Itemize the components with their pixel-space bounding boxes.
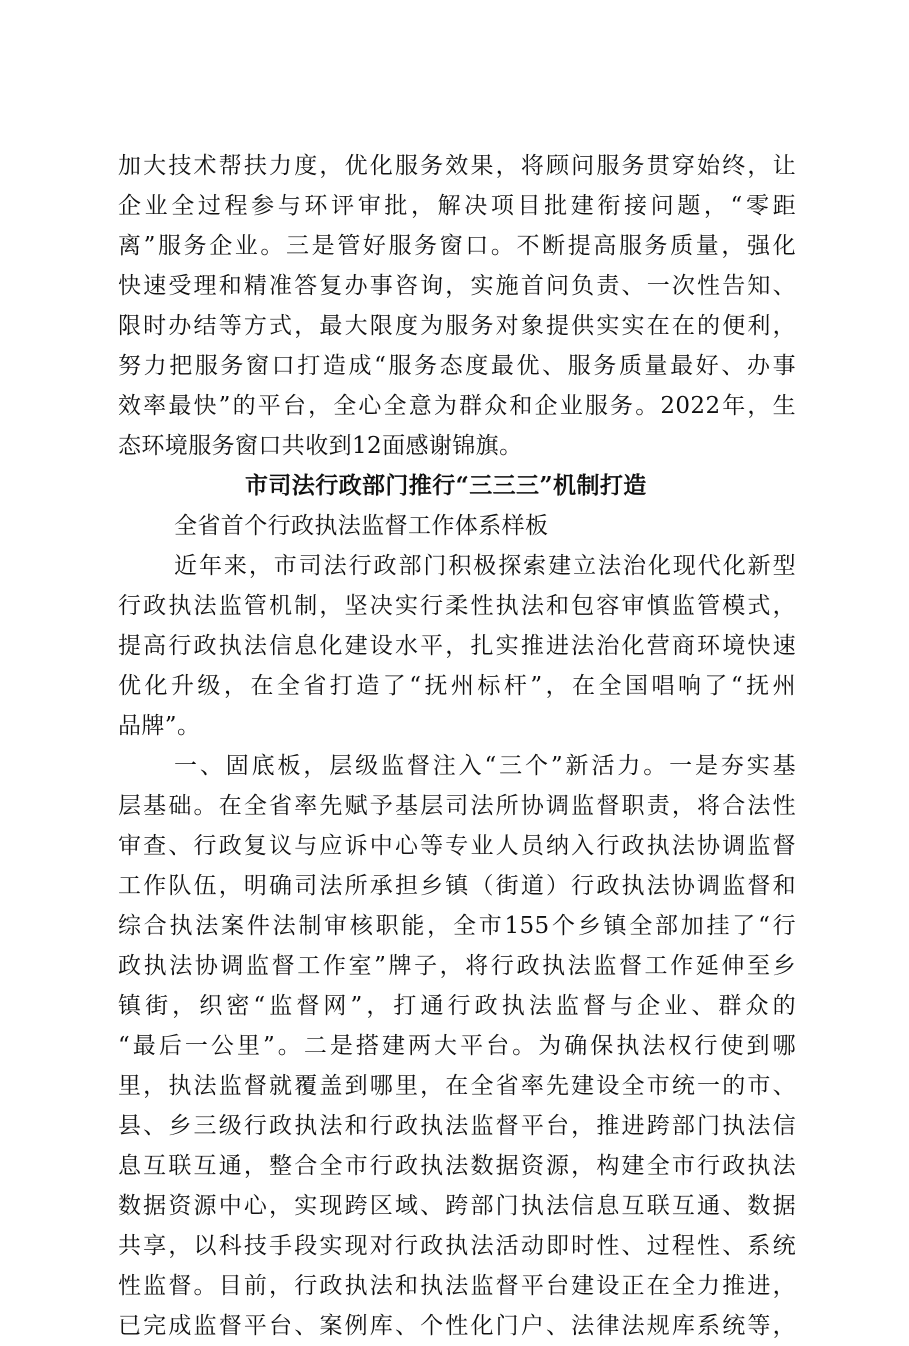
- paragraph-line: 行政执法监管机制，坚决实行柔性执法和包容审慎监管模式，: [118, 593, 796, 619]
- paragraph-line: 审查、行政复议与应诉中心等专业人员纳入行政执法协调监督: [118, 833, 796, 859]
- paragraph-line: 优化升级，在全省打造了“抚州标杆”，在全国唱响了“抚州: [118, 673, 796, 699]
- paragraph-line: 效率最快”的平台，全心全意为群众和企业服务。2022年，生: [118, 393, 796, 419]
- paragraph-line: 里，执法监督就覆盖到哪里，在全省率先建设全市统一的市、: [118, 1073, 796, 1099]
- paragraph-line: 企业全过程参与环评审批，解决项目批建衔接问题，“零距: [118, 193, 796, 219]
- paragraph-line: 政执法协调监督工作室”牌子，将行政执法监督工作延伸至乡: [118, 953, 796, 979]
- paragraph-line: 性监督。目前，行政执法和执法监督平台建设正在全力推进，: [118, 1273, 796, 1299]
- paragraph-line: 工作队伍，明确司法所承担乡镇（街道）行政执法协调监督和: [118, 873, 796, 899]
- paragraph-line: 层基础。在全省率先赋予基层司法所协调监督职责，将合法性: [118, 793, 796, 819]
- paragraph-line: 县、乡三级行政执法和行政执法监督平台，推进跨部门执法信: [118, 1113, 796, 1139]
- paragraph-line: 离”服务企业。三是管好服务窗口。不断提高服务质量，强化: [118, 233, 796, 259]
- paragraph-line: 镇街，织密“监督网”，打通行政执法监督与企业、群众的: [118, 993, 796, 1019]
- paragraph-line: 综合执法案件法制审核职能，全市155个乡镇全部加挂了“行: [118, 913, 796, 939]
- paragraph-line: 限时办结等方式，最大限度为服务对象提供实实在在的便利，: [118, 313, 796, 339]
- section-heading-line-1: 市司法行政部门推行“三三三”机制打造: [245, 472, 647, 499]
- paragraph-line: 态环境服务窗口共收到12面感谢锦旗。: [118, 433, 523, 459]
- paragraph-line: 共享，以科技手段实现对行政执法活动即时性、过程性、系统: [118, 1233, 796, 1259]
- paragraph-line: 快速受理和精准答复办事咨询，实施首问负责、一次性告知、: [118, 273, 796, 299]
- paragraph-line: 近年来，市司法行政部门积极探索建立法治化现代化新型: [174, 553, 796, 579]
- paragraph-line: 数据资源中心，实现跨区域、跨部门执法信息互联互通、数据: [118, 1193, 796, 1219]
- paragraph-line: 一、固底板，层级监督注入“三个”新活力。一是夯实基: [174, 753, 796, 779]
- paragraph-line: 息互联互通，整合全市行政执法数据资源，构建全市行政执法: [118, 1153, 796, 1179]
- paragraph-line: 提高行政执法信息化建设水平，扎实推进法治化营商环境快速: [118, 633, 796, 659]
- paragraph-line: 品牌”。: [118, 713, 201, 739]
- paragraph-line: 已完成监督平台、案例库、个性化门户、法律法规库系统等，: [118, 1313, 796, 1339]
- paragraph-line: 努力把服务窗口打造成“服务态度最优、服务质量最好、办事: [118, 353, 796, 379]
- paragraph-line: “最后一公里”。二是搭建两大平台。为确保执法权行使到哪: [118, 1033, 796, 1059]
- section-heading-line-2: 全省首个行政执法监督工作体系样板: [174, 513, 549, 539]
- paragraph-line: 加大技术帮扶力度，优化服务效果，将顾问服务贯穿始终，让: [118, 153, 796, 179]
